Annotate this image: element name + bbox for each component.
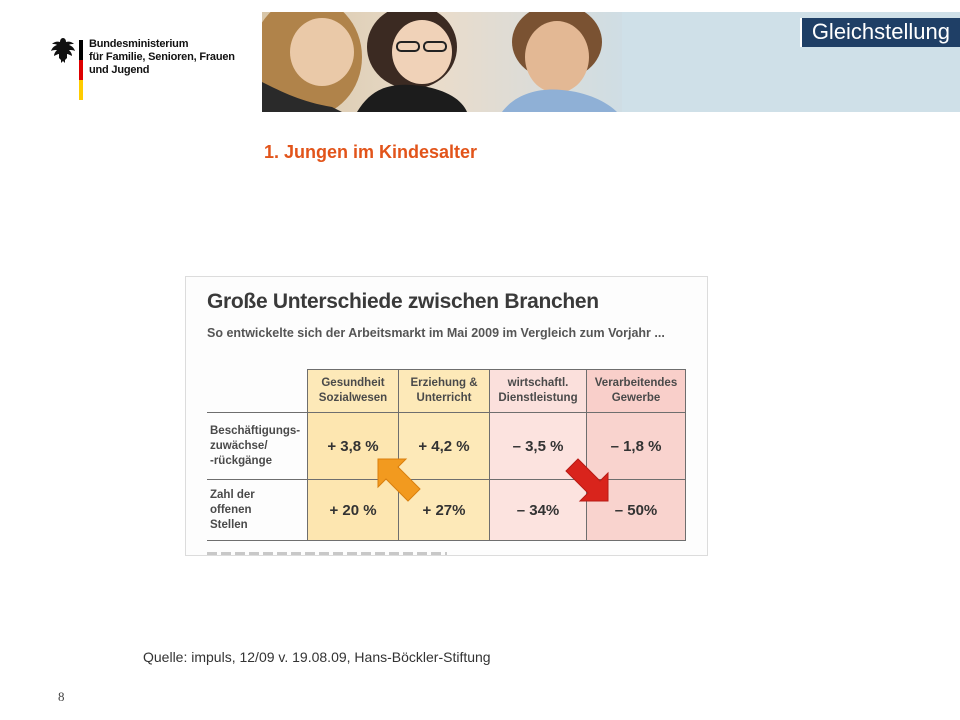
federal-eagle-icon — [50, 36, 76, 64]
column-header-line: Sozialwesen — [318, 392, 388, 404]
row-label-line: Beschäftigungs- — [210, 424, 301, 437]
column-header-line: Gesundheit — [321, 377, 385, 389]
cell-value: + 27% — [399, 480, 490, 541]
column-header-education — [399, 370, 490, 413]
arrow-up-left-icon — [376, 457, 422, 503]
header-banner — [262, 12, 960, 112]
table-corner — [207, 370, 308, 413]
ministry-name-line-2: für Familie, Senioren, Frauen — [89, 51, 235, 63]
section-title: 1. Jungen im Kindesalter — [264, 142, 478, 162]
column-header-line: Unterricht — [416, 392, 472, 404]
cell-value: + 20 % — [308, 480, 399, 541]
column-header-line: Gewerbe — [611, 392, 661, 404]
branch-table — [207, 369, 686, 541]
column-header-line: Dienstleistung — [498, 392, 578, 404]
row-label-line: Zahl der — [210, 488, 255, 501]
cell-value: – 50% — [587, 480, 686, 541]
column-header-health — [308, 370, 399, 413]
german-flag-stripe — [79, 40, 83, 100]
figure-subtitle: So entwickelte sich der Arbeitsmarkt im Mai 2009 im Vergleich zum Vorjahr ... — [207, 326, 665, 340]
cell-value: + 3,8 % — [308, 413, 399, 480]
flag-gold — [79, 80, 83, 100]
comparison-figure — [185, 276, 708, 556]
ministry-name-line-3: und Jugend — [89, 64, 150, 76]
page-number: 8 — [58, 689, 65, 704]
cell-value: – 1,8 % — [587, 413, 686, 480]
column-header-line: Verarbeitendes — [594, 377, 678, 389]
ministry-name — [89, 38, 235, 77]
source-citation: Quelle: impuls, 12/09 v. 19.08.09, Hans-Böckler-Stiftung — [143, 649, 491, 665]
table-header-row — [207, 370, 686, 413]
table-row — [207, 480, 686, 541]
row-label-vacancies — [207, 480, 308, 541]
cell-value: + 4,2 % — [399, 413, 490, 480]
row-label-line: -rückgänge — [210, 454, 272, 467]
column-header-line: Erziehung & — [410, 377, 478, 389]
ministry-name-line-1: Bundesministerium — [89, 38, 189, 50]
banner-title: Gleichstellung — [800, 18, 960, 47]
figure-title: Große Unterschiede zwischen Branchen — [207, 290, 599, 313]
column-header-line: wirtschaftl. — [507, 377, 569, 389]
figure-footnote-blur — [207, 552, 447, 555]
cell-value: – 34% — [490, 480, 587, 541]
table-row — [207, 413, 686, 480]
column-header-services — [490, 370, 587, 413]
arrow-down-right-icon — [564, 457, 610, 503]
row-label-line: zuwächse/ — [210, 439, 268, 452]
ministry-logo — [50, 36, 250, 106]
flag-black — [79, 40, 83, 60]
cell-value: – 3,5 % — [490, 413, 587, 480]
row-label-line: offenen — [210, 503, 252, 516]
row-label-line: Stellen — [210, 518, 248, 531]
column-header-manufacturing — [587, 370, 686, 413]
flag-red — [79, 60, 83, 80]
row-label-employment — [207, 413, 308, 480]
people-photo — [262, 12, 622, 112]
